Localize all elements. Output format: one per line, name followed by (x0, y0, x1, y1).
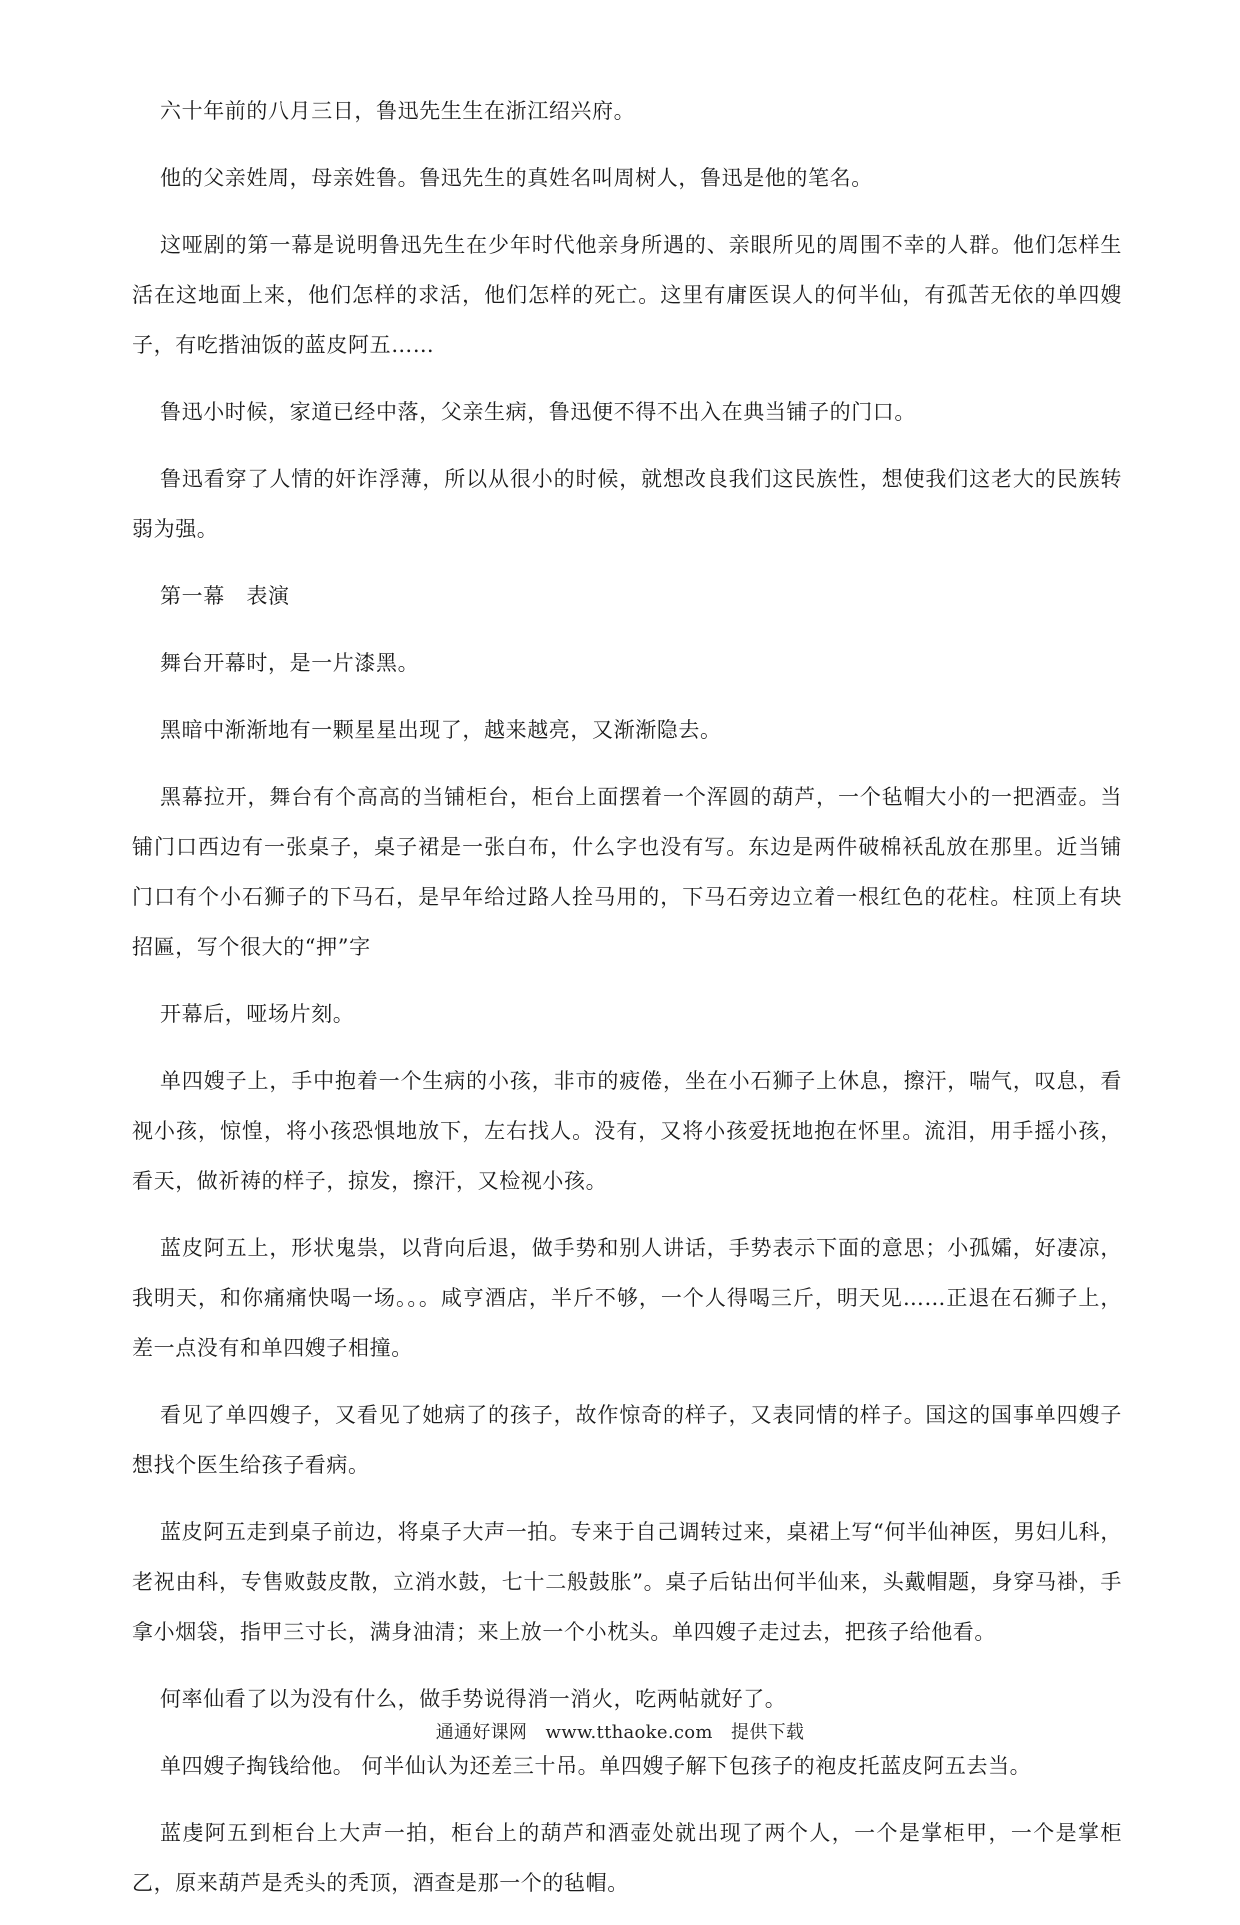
section-heading: 第一幕 表演 (160, 584, 290, 608)
paragraph: 黑暗中渐渐地有一颗星星出现了，越来越亮，又渐渐隐去。 (160, 718, 722, 742)
paragraph: 蓝皮阿五上，形状鬼祟，以背向后退，做手势和别人讲话，手势表示下面的意思；小孤孀，好凄凉，我明天，和你痛痛快喝一场。。。咸亨酒店，半斤不够，一个人得喝三斤，明天见……正退在石狮子上，差一点没有和单四嫂子相撞。 (132, 1236, 1122, 1360)
paragraph: 蓝虔阿五到柜台上大声一拍，柜台上的葫芦和酒壶处就出现了两个人，一个是掌柜甲，一个是掌柜乙，原来葫芦是秃头的秃顶，酒查是那一个的毡帽。 (132, 1821, 1122, 1895)
paragraph: 这哑剧的第一幕是说明鲁迅先生在少年时代他亲身所遇的、亲眼所见的周围不幸的人群。他们怎样生活在这地面上来，他们怎样的求活，他们怎样的死亡。这里有庸医误人的何半仙，有孤苦无依的单四嫂子，有吃揩油饭的蓝皮阿五…… (132, 233, 1122, 357)
paragraph: 舞台开幕时，是一片漆黑。 (160, 651, 420, 675)
paragraph: 蓝皮阿五走到桌子前边，将桌子大声一拍。专来于自己调转过来，桌裙上写“何半仙神医，男妇儿科，老祝由科，专售败鼓皮散，立消水鼓，七十二般鼓胀”。桌子后钻出何半仙来，头戴帽题，身穿马褂，手拿小烟袋，指甲三寸长，满身油清；来上放一个小枕头。单四嫂子走过去，把孩子给他看。 (132, 1520, 1122, 1644)
paragraph: 黑幕拉开，舞台有个高高的当铺柜台，柜台上面摆着一个浑圆的葫芦，一个毡帽大小的一把酒壶。当铺门口西边有一张桌子，桌子裙是一张白布，什么字也没有写。东边是两件破棉袄乱放在那里。近当铺门口有个小石狮子的下马石，是早年给过路人拴马用的，下马石旁边立着一根红色的花柱。柱顶上有块招匾，写个很大的“押”字 (132, 785, 1122, 959)
paragraph: 他的父亲姓周，母亲姓鲁。鲁迅先生的真姓名叫周树人，鲁迅是他的笔名。 (160, 166, 873, 190)
paragraph: 六十年前的八月三日，鲁迅先生生在浙江绍兴府。 (160, 99, 636, 123)
paragraph: 单四嫂子掏钱给他。 何半仙认为还差三十吊。单四嫂子解下包孩子的袍皮托蓝皮阿五去当。 (160, 1754, 1032, 1778)
paragraph: 开幕后，哑场片刻。 (160, 1002, 355, 1026)
paragraph: 单四嫂子上，手中抱着一个生病的小孩，非市的疲倦，坐在小石狮子上休息，擦汗，喘气，叹息，看视小孩，惊惶，将小孩恐惧地放下，左右找人。没有，又将小孩爱抚地抱在怀里。流泪，用手摇小孩，看天，做祈祷的样子，掠发，擦汗，又检视小孩。 (132, 1069, 1122, 1193)
paragraph: 鲁迅小时候，家道已经中落，父亲生病，鲁迅便不得不出入在典当铺子的门口。 (160, 400, 916, 424)
paragraph: 鲁迅看穿了人情的奸诈浮薄，所以从很小的时候，就想改良我们这民族性，想使我们这老大的民族转弱为强。 (132, 467, 1122, 541)
body-text (132, 86, 1122, 1925)
paragraph: 何率仙看了以为没有什么，做手势说得消一消火，吃两帖就好了。 (160, 1687, 787, 1711)
paragraph: 看见了单四嫂子，又看见了她病了的孩子，故作惊奇的样子，又表同情的样子。国这的国事单四嫂子想找个医生给孩子看病。 (132, 1403, 1122, 1477)
page-footer: 通通好课网 www.tthaoke.com 提供下载 (435, 1722, 805, 1743)
